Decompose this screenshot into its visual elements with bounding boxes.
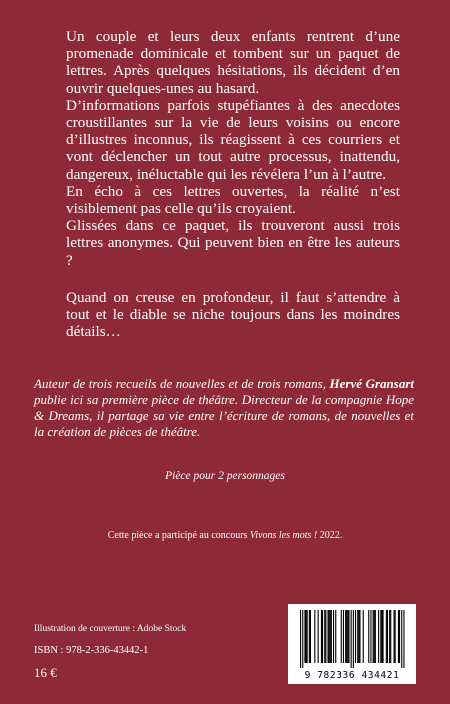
barcode-bar [357, 610, 358, 663]
blurb-paragraph-4: Glissées dans ce paquet, ils trouveront aussi trois lettres anonymes. Qui peuvent bien en être les auteurs ? [66, 217, 400, 269]
barcode-bar [346, 610, 347, 663]
barcode-bar [380, 610, 381, 663]
blurb [66, 28, 400, 340]
blurb-paragraph-3: En écho à ces lettres ouvertes, la réalité n’est visiblement pas celle qu’ils croyaient. [66, 182, 400, 218]
barcode-bar [390, 610, 391, 663]
barcode-bar [345, 610, 346, 663]
barcode-bar [333, 610, 334, 663]
barcode-bar [335, 610, 336, 663]
barcode-bar [310, 610, 311, 663]
contest-text-after: 2022. [317, 530, 343, 541]
price: 16 € [34, 665, 57, 680]
bio-text-before: Auteur de trois recueils de nouvelles et de trois romans, [34, 376, 330, 391]
barcode-bar [343, 610, 344, 663]
barcode-bar [394, 610, 395, 663]
barcode-bar [401, 610, 402, 668]
barcode-bar [348, 610, 349, 663]
blurb-paragraph-1: Un couple et leurs deux enfants rentrent d’une promenade dominicale et tombent sur un paquet de lettres. Après quelques hésitations, ils décident d’en ouvrir quelques-unes au hasard. [66, 28, 400, 97]
barcode-bar [358, 610, 359, 663]
barcode-bar [341, 610, 342, 663]
barcode-bar [378, 610, 379, 663]
barcode-bar [321, 610, 322, 663]
barcode-bar [387, 610, 388, 663]
barcode-bar [368, 610, 369, 663]
barcode-bar [306, 610, 307, 663]
barcode-bar [383, 610, 384, 663]
barcode-bar [300, 610, 301, 668]
contest-title: Vivons les mots ! [249, 530, 318, 541]
barcode-bar [324, 610, 325, 663]
barcode-bar [351, 610, 352, 668]
barcode-bar [314, 610, 315, 663]
barcode-bar [330, 610, 331, 663]
barcode-bars [294, 608, 410, 668]
contest-note [0, 530, 450, 541]
barcode-number: 9 782336 434421 [304, 670, 400, 681]
barcode-bar [386, 610, 387, 663]
barcode-bar [329, 610, 330, 663]
author-bio [34, 376, 414, 440]
barcode-bar [355, 610, 356, 663]
cover-credits: Illustration de couverture : Adobe Stock [34, 624, 187, 634]
contest-text-before: Cette pièce a participé au concours [107, 530, 250, 541]
barcode-bar [302, 610, 303, 668]
barcode-bar [309, 610, 310, 663]
barcode-bar [325, 610, 326, 663]
barcode-bar [359, 610, 360, 663]
barcode [288, 604, 416, 684]
barcode-bar [331, 610, 332, 663]
author-name: Hervé Gransart [329, 376, 414, 391]
blurb-paragraph-5: Quand on creuse en profondeur, il faut s’attendre à tout et le diable se niche toujours dans les moindres détails… [66, 288, 400, 341]
barcode-bar [374, 610, 375, 663]
barcode-bar [318, 610, 319, 663]
barcode-bar [403, 610, 404, 668]
barcode-bar [375, 610, 376, 663]
barcode-bar [328, 610, 329, 663]
bio-text-after: publie ici sa première pièce de théâtre. Directeur de la compagnie Hope & Dreams, il partage sa vie entre l’écriture de romans, de nouvelles et la création de pièces de théâtre. [34, 392, 414, 439]
barcode-bar [373, 610, 374, 663]
barcode-bar [322, 610, 323, 663]
barcode-bar [398, 610, 399, 663]
isbn: ISBN : 978-2-336-43442-1 [34, 645, 149, 656]
barcode-bar [370, 610, 371, 663]
barcode-bar [389, 610, 390, 663]
barcode-bar [381, 610, 382, 663]
barcode-bar [307, 610, 308, 663]
cast-note: Pièce pour 2 personnages [165, 470, 285, 482]
barcode-bar [363, 610, 364, 663]
barcode-bar [395, 610, 396, 663]
barcode-bar [399, 610, 400, 663]
barcode-bar [347, 610, 348, 663]
barcode-bar [304, 610, 305, 663]
blurb-paragraph-2: D’informations parfois stupéfiantes à des anecdotes croustillantes sur la vie de leurs voisins ou encore d’illustres inconnus, ils réagissent à ces courriers et vont déclencher un tout autre processus, inattendu, dangereux, inéluctable qui les révélera l’un à l’autre. [66, 96, 400, 183]
barcode-bar [353, 610, 354, 668]
